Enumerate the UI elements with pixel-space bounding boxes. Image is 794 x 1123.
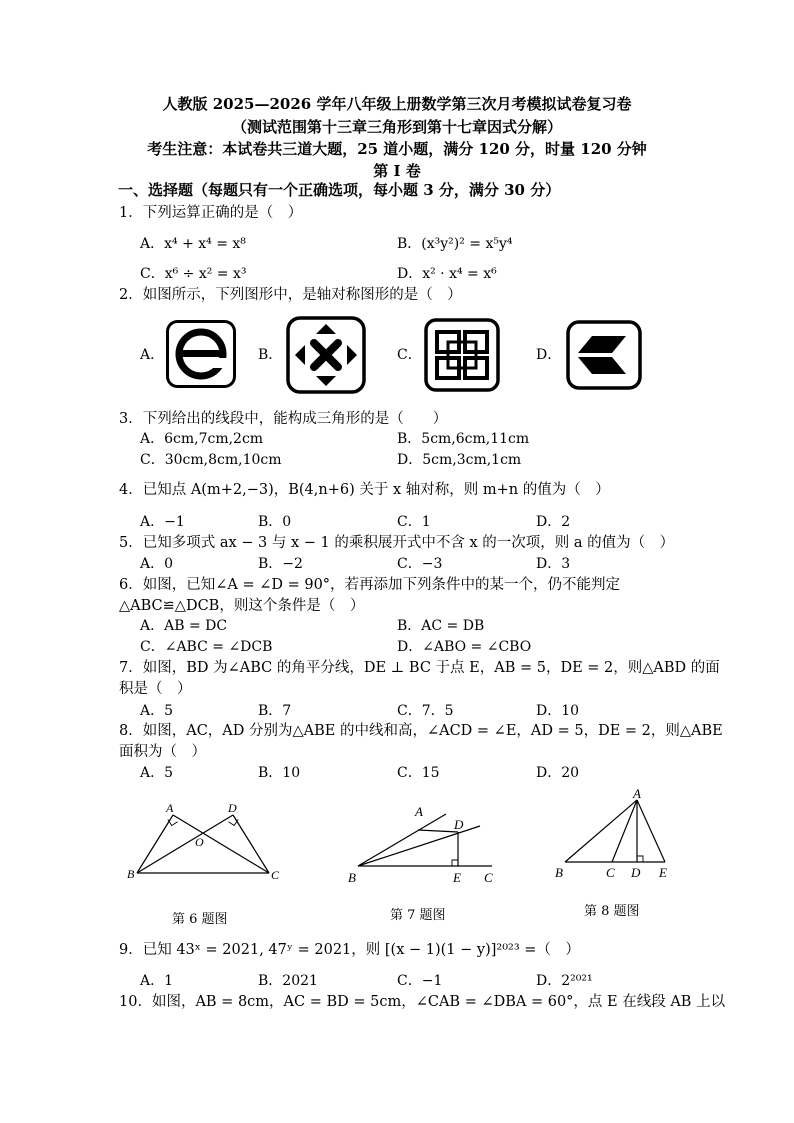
logo-c-icon	[424, 318, 500, 392]
q8-stem-line2: 面积为（ ）	[119, 744, 206, 760]
fig6-label-b: B	[127, 867, 135, 881]
q4-option-c: C．1	[397, 514, 431, 530]
q9-option-a: A．1	[140, 973, 174, 989]
q9-stem: 9．已知 43ˣ = 2021, 47ʸ = 2021，则 [(x − 1)(1 − y)]²⁰²³ =（ ）	[119, 942, 580, 958]
q6-option-a: A．AB = DC	[140, 618, 228, 634]
q1-option-a: A．x⁴ + x⁴ = x⁸	[140, 236, 246, 252]
fig8-label-d: D	[631, 865, 641, 880]
fig7-label-e: E	[453, 870, 461, 885]
fig8-label-a: A	[633, 786, 641, 801]
q6-option-b: B．AC = DB	[397, 618, 485, 634]
q9-option-b: B．2021	[258, 973, 318, 989]
q7-option-d: D．10	[536, 703, 580, 719]
q2-stem: 2．如图所示，下列图形中，是轴对称图形的是（ ）	[119, 287, 462, 303]
q3-option-d: D．5cm,3cm,1cm	[397, 452, 522, 468]
fig8-caption: 第 8 题图	[584, 904, 640, 919]
fig7-label-b: B	[348, 870, 356, 885]
logo-d-icon	[566, 320, 642, 390]
q6-stem-line1: 6．如图，已知∠A = ∠D = 90°，若再添加下列条件中的某一个，仍不能判定	[119, 577, 621, 593]
q4-option-b: B．0	[258, 514, 292, 530]
q7-option-b: B．7	[258, 703, 292, 719]
fig7-label-d: D	[454, 817, 464, 832]
exam-subtitle: （测试范围第十三章三角形到第十七章因式分解）	[231, 118, 562, 136]
exam-notice: 考生注意：本试卷共三道大题，25 道小题，满分 120 分，时量 120 分钟	[147, 140, 647, 158]
q8-option-c: C．15	[397, 765, 440, 781]
q1-option-c: C．x⁶ ÷ x² = x³	[140, 266, 247, 282]
fig8-label-b: B	[555, 865, 563, 880]
q1-option-b: B．(x³y²)² = x⁵y⁴	[397, 236, 513, 252]
fig6-label-a: A	[166, 801, 174, 815]
q3-option-c: C．30cm,8cm,10cm	[140, 452, 282, 468]
fig7-label-a: A	[415, 804, 423, 819]
fig8-label-e: E	[659, 865, 667, 880]
q6-stem-line2: △ABC≌△DCB，则这个条件是（ ）	[119, 598, 365, 614]
q5-option-b: B．−2	[258, 556, 303, 572]
q1-option-d: D．x² · x⁴ = x⁶	[397, 266, 497, 282]
q3-option-b: B．5cm,6cm,11cm	[397, 431, 530, 447]
q4-option-a: A．−1	[140, 514, 185, 530]
q8-stem-line1: 8．如图，AC，AD 分别为△ABE 的中线和高，∠ACD = ∠E，AD = 5，DE = 2，则△ABE	[119, 723, 723, 739]
logo-a-icon	[166, 320, 236, 388]
fig6-caption: 第 6 题图	[172, 912, 228, 927]
q8-option-a: A．5	[140, 765, 174, 781]
volume-label: 第 I 卷	[373, 162, 421, 180]
fig7-caption: 第 7 题图	[390, 908, 446, 923]
q4-stem: 4．已知点 A(m+2,−3)，B(4,n+6) 关于 x 轴对称，则 m+n 的值为（ ）	[119, 482, 610, 498]
fig7-label-c: C	[484, 870, 493, 885]
logo-b-icon	[286, 316, 366, 394]
q5-option-a: A．0	[140, 556, 174, 572]
figure-8	[550, 786, 680, 886]
q8-option-b: B．10	[258, 765, 301, 781]
figure-6	[125, 798, 285, 888]
q3-stem: 3．下列给出的线段中，能构成三角形的是（ ）	[119, 411, 448, 427]
q2-option-a: A．	[140, 347, 165, 363]
q9-option-c: C．−1	[397, 973, 443, 989]
q5-stem: 5．已知多项式 ax − 3 与 x − 1 的乘积展开式中不含 x 的一次项，则 a 的值为（ ）	[119, 535, 675, 551]
q7-option-c: C．7．5	[397, 703, 454, 719]
exam-title: 人教版 2025—2026 学年八年级上册数学第三次月考模拟试卷复习卷	[162, 95, 632, 113]
q1-stem: 1．下列运算正确的是（ ）	[119, 205, 303, 221]
fig6-label-d: D	[228, 801, 237, 815]
q7-stem-line2: 积是（ ）	[119, 681, 192, 697]
fig6-label-o: O	[195, 835, 204, 849]
q2-option-b: B．	[258, 347, 283, 363]
q2-option-c: C．	[397, 347, 422, 363]
q8-option-d: D．20	[536, 765, 580, 781]
q6-option-d: D．∠ABO = ∠CBO	[397, 639, 532, 655]
fig6-label-c: C	[271, 868, 280, 882]
q2-option-d: D．	[536, 347, 562, 363]
q9-option-d: D．2²⁰²¹	[536, 973, 593, 989]
figure-7	[340, 800, 500, 890]
q4-option-d: D．2	[536, 514, 571, 530]
fig8-label-c: C	[606, 865, 615, 880]
q10-stem: 10．如图，AB = 8cm，AC = BD = 5cm，∠CAB = ∠DBA = 60°，点 E 在线段 AB 上以	[119, 994, 726, 1010]
q3-option-a: A．6cm,7cm,2cm	[140, 431, 264, 447]
q7-stem-line1: 7．如图，BD 为∠ABC 的角平分线，DE ⊥ BC 于点 E，AB = 5，DE = 2，则△ABD 的面	[119, 660, 720, 676]
q5-option-d: D．3	[536, 556, 571, 572]
q7-option-a: A．5	[140, 703, 174, 719]
q5-option-c: C．−3	[397, 556, 443, 572]
q6-option-c: C．∠ABC = ∠DCB	[140, 639, 273, 655]
section-heading: 一、选择题（每题只有一个正确选项，每小题 3 分，满分 30 分）	[118, 181, 561, 199]
